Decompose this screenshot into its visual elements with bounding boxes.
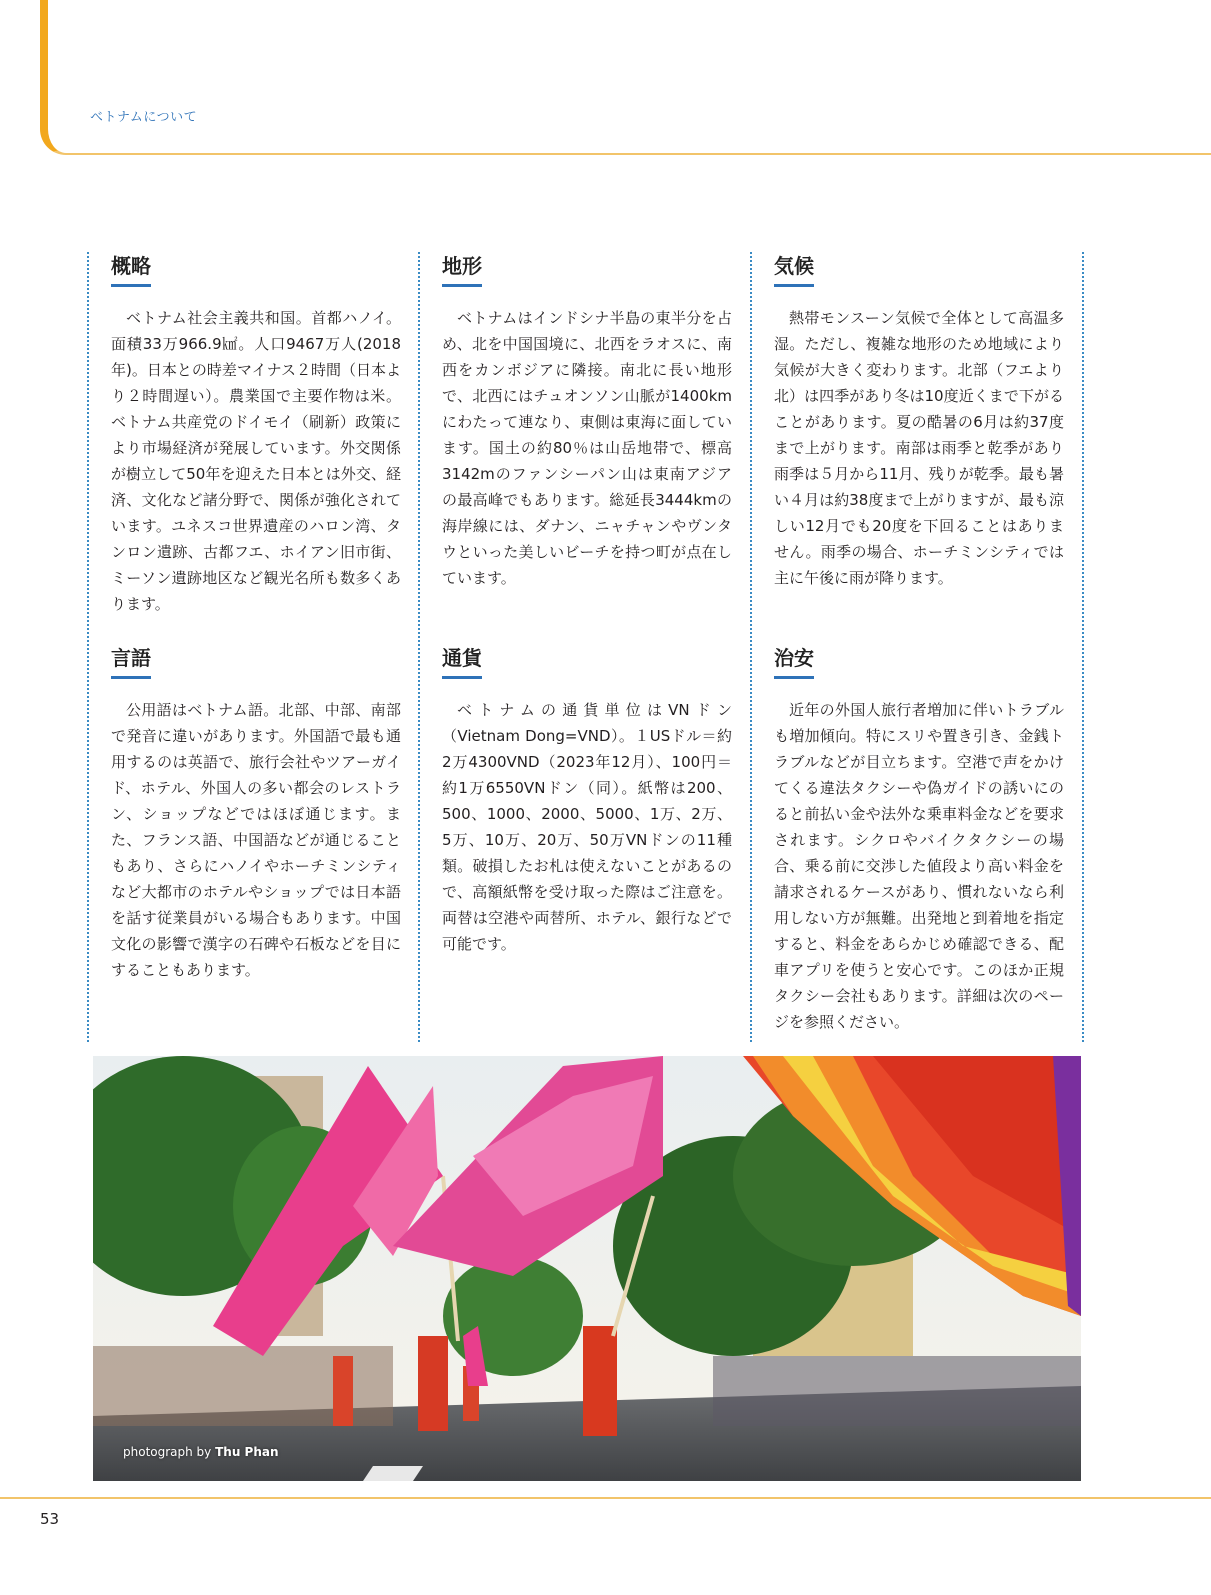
heading-underline xyxy=(111,284,151,287)
climate-heading: 気候 xyxy=(774,254,814,278)
footer-rule xyxy=(0,1497,1211,1499)
overview-body: ベトナム社会主義共和国。首都ハノイ。面積33万966.9㎢。人口9467万人(2018年)。日本との時差マイナス２時間（日本より２時間遅い）。農業国で主要作物は米。ベトナム共産党のドイモイ（刷新）政策により市場経済が発展しています。外交関係が樹立して50年を迎えた日本とは外交、経済、文化など諸分野で、関係が強化されています。ユネスコ世界遺産のハロン湾、タンロン遺跡、古都フエ、ホイアン旧市街、ミーソン遺跡地区など観光名所も数多くあります。 xyxy=(111,309,401,613)
column-right xyxy=(750,252,1084,1042)
heading-underline xyxy=(442,284,482,287)
photographer-name: Thu Phan xyxy=(215,1445,279,1459)
heading-underline xyxy=(442,676,482,679)
heading-underline xyxy=(774,284,814,287)
terrain-heading: 地形 xyxy=(442,254,482,278)
heading-underline xyxy=(111,676,151,679)
terrain-body: ベトナムはインドシナ半島の東半分を占め、北を中国国境に、北西をラオスに、南西をカンボジアに隣接。南北に長い地形で、北西にはチュオンソン山脈が1400kmにわたって連なり、東側は東海に面しています。国土の約80％は山岳地帯で、標高3142mのファンシーパン山は東南アジアの最高峰でもあります。総延長3444kmの海岸線には、ダナン、ニャチャンやヴンタウといった美しいビーチを持つ町が点在しています。 xyxy=(442,309,732,587)
language-heading: 言語 xyxy=(111,646,151,670)
safety-section xyxy=(774,644,1064,1035)
language-section xyxy=(111,644,401,983)
heading-underline xyxy=(774,676,814,679)
safety-body: 近年の外国人旅行者増加に伴いトラブルも増加傾向。特にスリや置き引き、金銭トラブルなどが目立ちます。空港で声をかけてくる違法タクシーや偽ガイドの誘いにのると前払い金や法外な乗車料金などを要求されます。シクロやバイクタクシーの場合、乗る前に交渉した値段より高い料金を請求されるケースがあり、慣れないなら利用しない方が無難。出発地と到着地を指定すると、料金をあらかじめ確認できる、配車アプリを使うと安心です。このほか正規タクシー会社もあります。詳細は次のページを参照ください。 xyxy=(774,701,1064,1031)
currency-heading: 通貨 xyxy=(442,646,482,670)
language-body: 公用語はベトナム語。北部、中部、南部で発音に違いがあります。外国語で最も通用するのは英語で、旅行会社やツアーガイド、ホテル、外国人の多い都会のレストラン、ショップなどではほぼ通じます。また、フランス語、中国語などが通じることもあり、さらにハノイやホーチミンシティなど大都市のホテルやショップでは日本語を話す従業員がいる場合もあります。中国文化の影響で漢字の石碑や石板などを目にすることもあります。 xyxy=(111,701,401,979)
terrain-section xyxy=(442,252,732,591)
climate-body: 熱帯モンスーン気候で全体として高温多湿。ただし、複雑な地形のため地域により気候が大きく変わります。北部（フエより北）は四季があり冬は10度近くまで下がることがあります。夏の酷暑の6月は約37度まで上がります。南部は雨季と乾季があり雨季は５月から11月、残りが乾季。最も暑い４月は約38度まで上がりますが、最も涼しい12月でも20度を下回ることはありません。雨季の場合、ホーチミンシティでは主に午後に雨が降ります。 xyxy=(774,309,1064,587)
climate-section xyxy=(774,252,1064,591)
overview-heading: 概略 xyxy=(111,254,151,278)
festival-photo xyxy=(93,1056,1081,1481)
safety-heading: 治安 xyxy=(774,646,814,670)
section-label: ベトナムについて xyxy=(90,110,198,125)
photo-credit xyxy=(123,1445,279,1459)
festival-illustration xyxy=(93,1056,1081,1481)
column-left xyxy=(87,252,401,1042)
photo-credit-prefix: photograph by xyxy=(123,1445,216,1459)
header-tab xyxy=(40,0,1211,155)
currency-body: ベトナムの通貨単位はVNドン（Vietnam Dong=VND）。１USドル＝約2万4300VND（2023年12月）、100円＝約1万6550VNドン（同）。紙幣は200、500、1000、2000、5000、1万、2万、5万、10万、20万、50万VNドンの11種類。破損したお札は使えないことがあるので、高額紙幣を受け取った際はご注意を。両替は空港や両替所、ホテル、銀行などで可能です。 xyxy=(442,701,732,953)
column-middle xyxy=(418,252,732,1042)
overview-section xyxy=(111,252,401,617)
page-number: 53 xyxy=(40,1510,60,1528)
currency-section xyxy=(442,644,732,957)
